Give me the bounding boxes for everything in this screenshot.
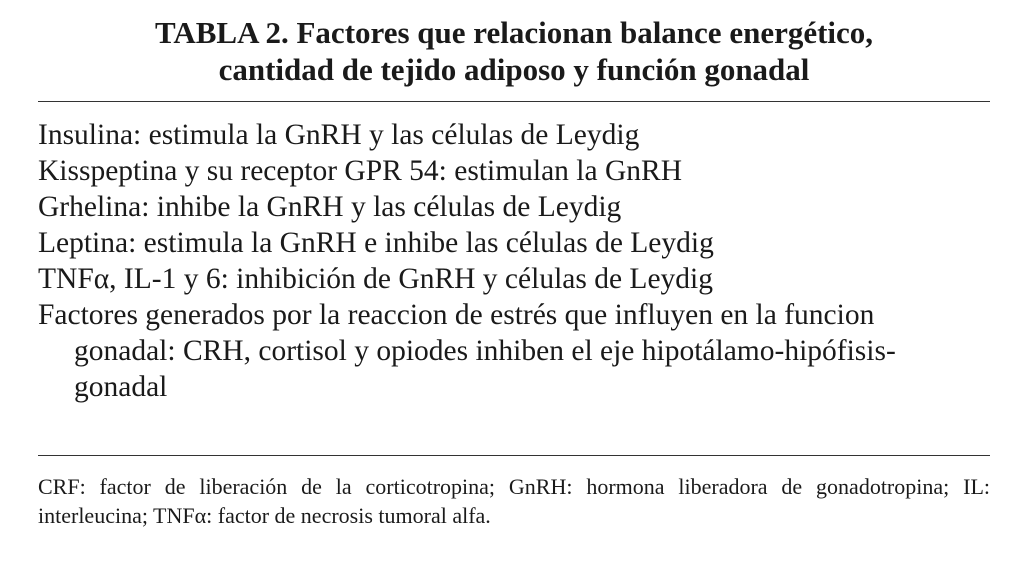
table-title — [38, 14, 990, 88]
factor-row-insulina: Insulina: estimula la GnRH y las células de Leydig — [38, 119, 640, 151]
top-divider — [38, 101, 990, 102]
factor-row-leptina: Leptina: estimula la GnRH e inhibe las células de Leydig — [38, 227, 714, 259]
factor-list — [38, 117, 990, 405]
factor-row-estres: Factores generados por la reaccion de estrés que influyen en la funcion gonadal: CRH, cortisol y opiodes inhiben el eje hipotálamo-hipófisis-gonadal — [38, 299, 896, 403]
factor-row-tnf-il: TNFα, IL-1 y 6: inhibición de GnRH y células de Leydig — [38, 263, 713, 295]
table-footnote: CRF: factor de liberación de la corticotropina; GnRH: hormona liberadora de gonadotropina; IL: interleucina; TNFα: factor de necrosis tumoral alfa. — [38, 474, 990, 528]
bottom-divider — [38, 455, 990, 456]
table-title-line-2: cantidad de tejido adiposo y función gonadal — [218, 52, 810, 87]
factor-row-grhelina: Grhelina: inhibe la GnRH y las células de Leydig — [38, 191, 622, 223]
table-title-line-1: TABLA 2. Factores que relacionan balance energético, — [154, 15, 874, 50]
table-container — [38, 0, 990, 562]
factor-row-kisspeptina: Kisspeptina y su receptor GPR 54: estimulan la GnRH — [38, 155, 683, 187]
